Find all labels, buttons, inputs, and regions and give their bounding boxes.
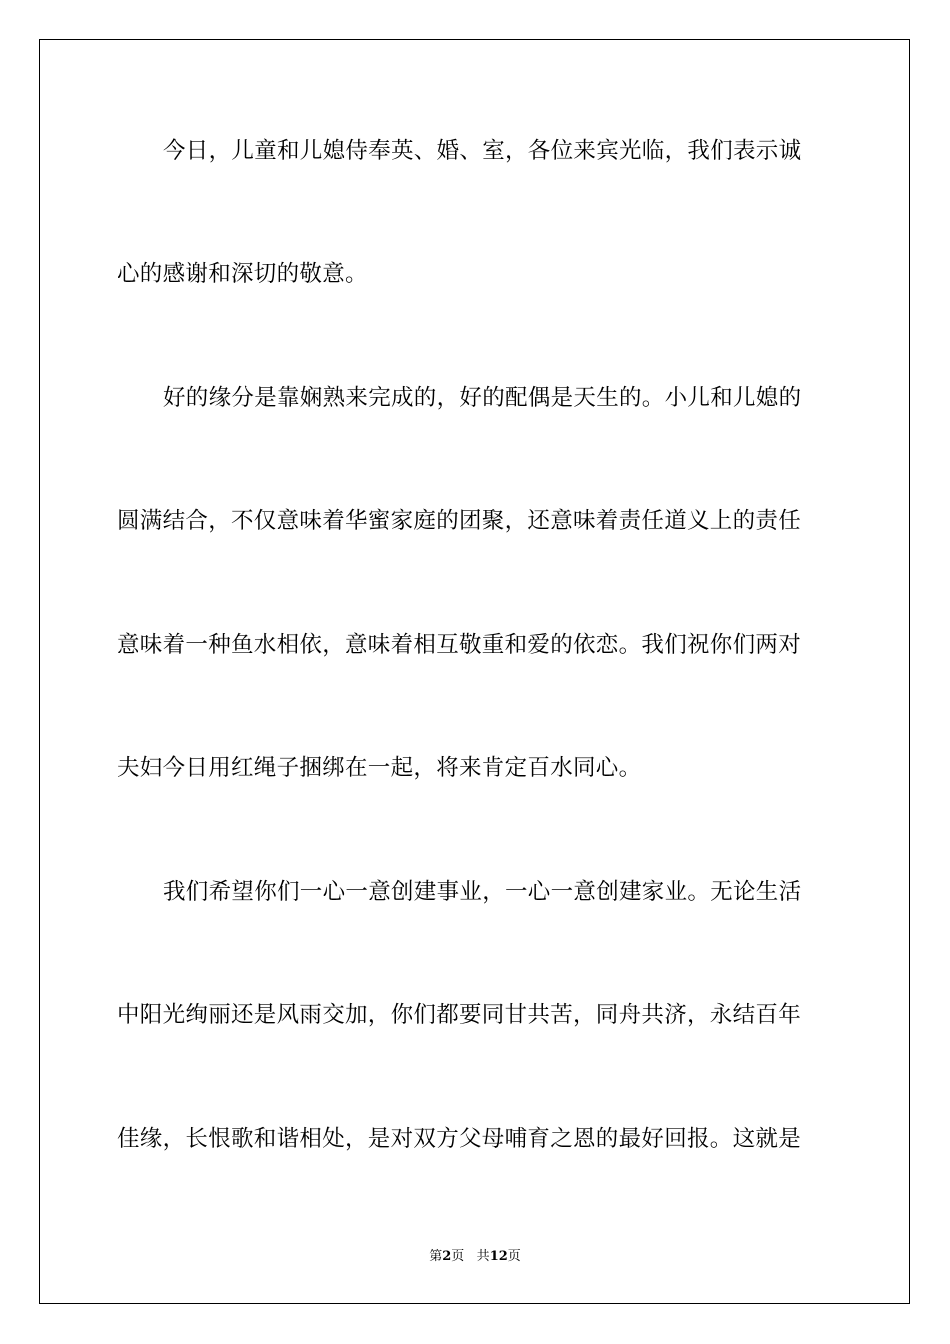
paragraph-1-line-1: 今日，儿童和儿媳侍奉英、婚、室，各位来宾光临，我们表示诚 bbox=[163, 138, 802, 164]
page-number: 2 bbox=[442, 1249, 452, 1264]
page-footer bbox=[0, 1248, 950, 1266]
paragraph-3-line-1: 我们希望你们一心一意创建事业，一心一意创建家业。无论生活 bbox=[163, 879, 802, 905]
paragraph-3-line-3: 佳缘，长恨歌和谐相处，是对双方父母哺育之恩的最好回报。这就是 bbox=[117, 1126, 802, 1152]
total-pages: 12 bbox=[489, 1249, 508, 1264]
page-border bbox=[39, 39, 910, 1304]
paragraph-1-line-2: 心的感谢和深切的敬意。 bbox=[117, 261, 368, 287]
paragraph-2-line-4: 夫妇今日用红绳子捆绑在一起，将来肯定百水同心。 bbox=[117, 755, 642, 781]
paragraph-2-line-1: 好的缘分是靠娴熟来完成的，好的配偶是天生的。小儿和儿媳的 bbox=[163, 385, 802, 411]
total-prefix: 共 bbox=[476, 1249, 490, 1264]
page-suffix: 页 bbox=[451, 1249, 465, 1264]
page-prefix: 第 bbox=[429, 1249, 443, 1264]
paragraph-3-line-2: 中阳光绚丽还是风雨交加，你们都要同甘共苦，同舟共济，永结百年 bbox=[117, 1002, 802, 1028]
total-suffix: 页 bbox=[507, 1249, 521, 1264]
paragraph-2-line-2: 圆满结合，不仅意味着华蜜家庭的团聚，还意味着责任道义上的责任 bbox=[117, 508, 802, 534]
paragraph-2-line-3: 意味着一种鱼水相依，意味着相互敬重和爱的依恋。我们祝你们两对 bbox=[117, 632, 802, 658]
